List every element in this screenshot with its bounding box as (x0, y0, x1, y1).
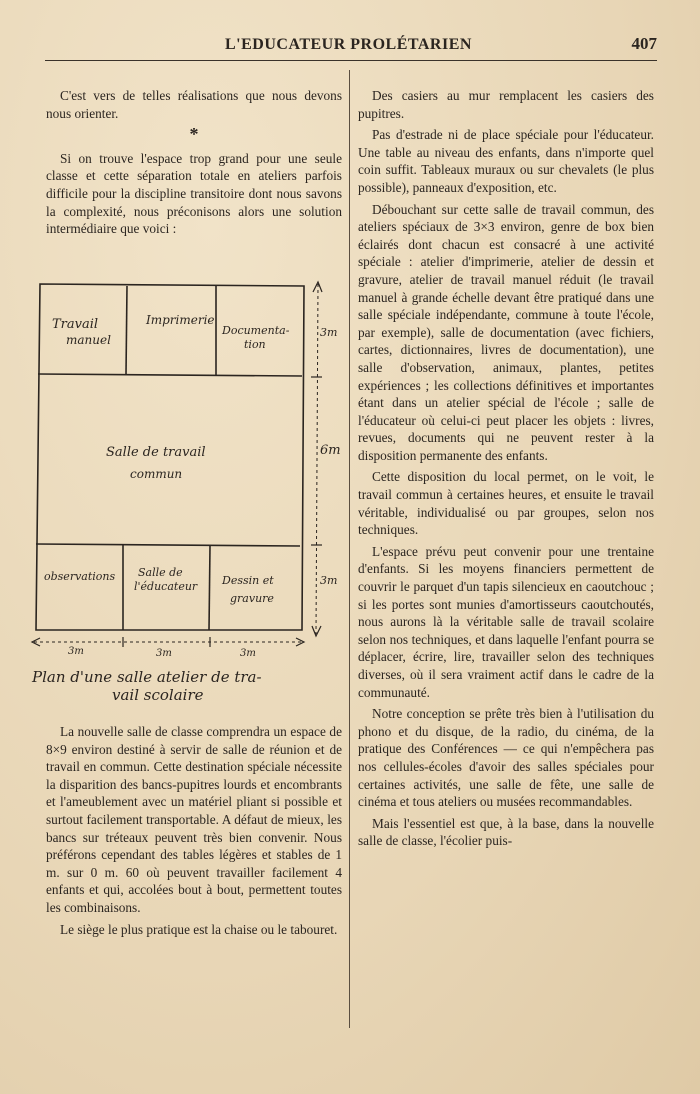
paragraph: Pas d'estrade ni de place spéciale pour l'éducateur. Une table au niveau des enfants, dans n'importe quel coin suffit. Tableaux muraux ou sur chevalets (le plus possible), panneaux d'exposition, etc. (358, 127, 654, 195)
plan-label-dessin: Dessin et (222, 574, 274, 587)
dimension-label: 6m (320, 443, 341, 458)
paragraph: Si on trouve l'espace trop grand pour une seule classe et cette séparation totale en ateliers parfois difficile pour la discipline transitoire dont nous savons la complexité, nous préconisons alors une solution intermédiaire que voici : (46, 150, 342, 237)
paragraph: La nouvelle salle de classe comprendra un espace de 8×9 environ destiné à servir de salle de réunion et de travail en commun. Cette destination spéciale nécessite la disparition des bancs-pupitres lourds et encombrants et l'ameublement avec un matériel pliant si possible et surtout facilement transportable. A défaut de mieux, les bancs sur tréteaux peuvent très bien convenir. Nous préférons cependant des tables légères et stables de 1 m. sur 0 m. 60 où peuvent travailler facilement 4 enfants et qui, accolées bout à bout, permettent toutes les combinaisons. (46, 724, 342, 915)
classroom-plan-drawing (26, 272, 346, 712)
plan-label-salle-de: Salle de (138, 566, 183, 579)
paragraph: C'est vers de telles réalisations que nous devons nous orienter. (46, 88, 342, 121)
plan-bottom-partition (36, 544, 300, 546)
plan-caption-line2: vail scolaire (112, 686, 204, 704)
plan-label-educateur: l'éducateur (134, 580, 198, 593)
journal-title: L'EDUCATEUR PROLÉTARIEN (225, 36, 472, 53)
paragraph: Mais l'essentiel est que, à la base, dans la nouvelle salle de classe, l'écolier puis- (358, 815, 654, 849)
plan-label-commun: commun (130, 467, 183, 481)
dimension-line-vertical (316, 284, 318, 634)
plan-label-imprimerie: Imprimerie (146, 313, 215, 327)
plan-wall (126, 286, 127, 374)
page-number: 407 (631, 34, 657, 53)
plan-label-tion: tion (244, 338, 266, 351)
plan-label-gravure: gravure (230, 592, 274, 605)
page-header (45, 30, 657, 61)
column-divider (349, 70, 350, 1028)
plan-label-documentation: Documenta- (222, 324, 290, 337)
plan-top-partition (38, 374, 302, 376)
right-column (358, 87, 654, 854)
paragraph: Notre conception se prête très bien à l'utilisation du phono et du disque, de la radio, du cinéma, de la pratique des Conférences — ce qui n'empêchera pas nos cellules-écoles d'avoir des salles spéciales pour certaines activités, une salle de fête, une salle de cinéma et tous ateliers ou musées recommandables. (358, 706, 654, 810)
plan-caption-line1: Plan d'une salle atelier de tra- (32, 668, 262, 686)
dimension-label: 3m (320, 326, 338, 339)
dimension-label: 3m (68, 646, 84, 657)
plan-wall (209, 546, 210, 630)
plan-label-observations: observations (44, 570, 116, 583)
paragraph: L'espace prévu peut convenir pour une trentaine d'enfants. Si les moyens financiers permettent de couvrir le parquet d'un tapis silencieux en caoutchouc ; si les portes sont munies d'amortisseurs caoutchoutés, nous aurons là la véritable salle de travail scolaire selon nos techniques, et dans laquelle l'enfant pourra se déplacer, écrire, lire, travailler selon des techniques diverses, où il sera vraiment actif dans le cadre de la communauté. (358, 543, 654, 700)
plan-label-travail: Travail (52, 317, 99, 332)
paragraph: Cette disposition du local permet, on le voit, le travail commun à certaines heures, et ensuite le travail véritable, individualisé ou par groupes, selon nos techniques. (358, 469, 654, 538)
dimension-label: 3m (156, 648, 172, 659)
dimension-label: 3m (240, 648, 256, 659)
section-separator: * (189, 124, 199, 145)
paragraph: Le siège le plus pratique est la chaise ou le tabouret. (60, 921, 338, 937)
dimension-label: 3m (320, 574, 338, 587)
left-column-bottom (46, 723, 342, 942)
paragraph: Débouchant sur cette salle de travail commun, des ateliers spéciaux de 3×3 environ, genre de box bien éclairés dont chacun est consacré à une activité spéciale : atelier d'imprimerie, atelier de dessin et gravure, atelier de travail manuel réduit (le travail manuel à grande échelle devant être pratiqué dans une salle spéciale indépendante, commune à toute l'école, par exemple), salle de documentation (avec fichiers, cartes, dictionnaires, livres de documentation), une salle d'observation, animaux, plantes, petites expériences ; les collections définitives et importantes étant dans un atelier spécial de l'école ; salle de l'éducateur où celui-ci peut placer les objets : livres, revues, documents qui ne peuvent rester à la disposition permanente des enfants. (358, 201, 654, 463)
plan-label-salle-travail: Salle de travail (106, 445, 206, 460)
left-column-top (46, 87, 342, 242)
plan-label-manuel: manuel (66, 333, 111, 347)
paragraph: Des casiers au mur remplacent les casiers des pupitres. (358, 88, 654, 121)
